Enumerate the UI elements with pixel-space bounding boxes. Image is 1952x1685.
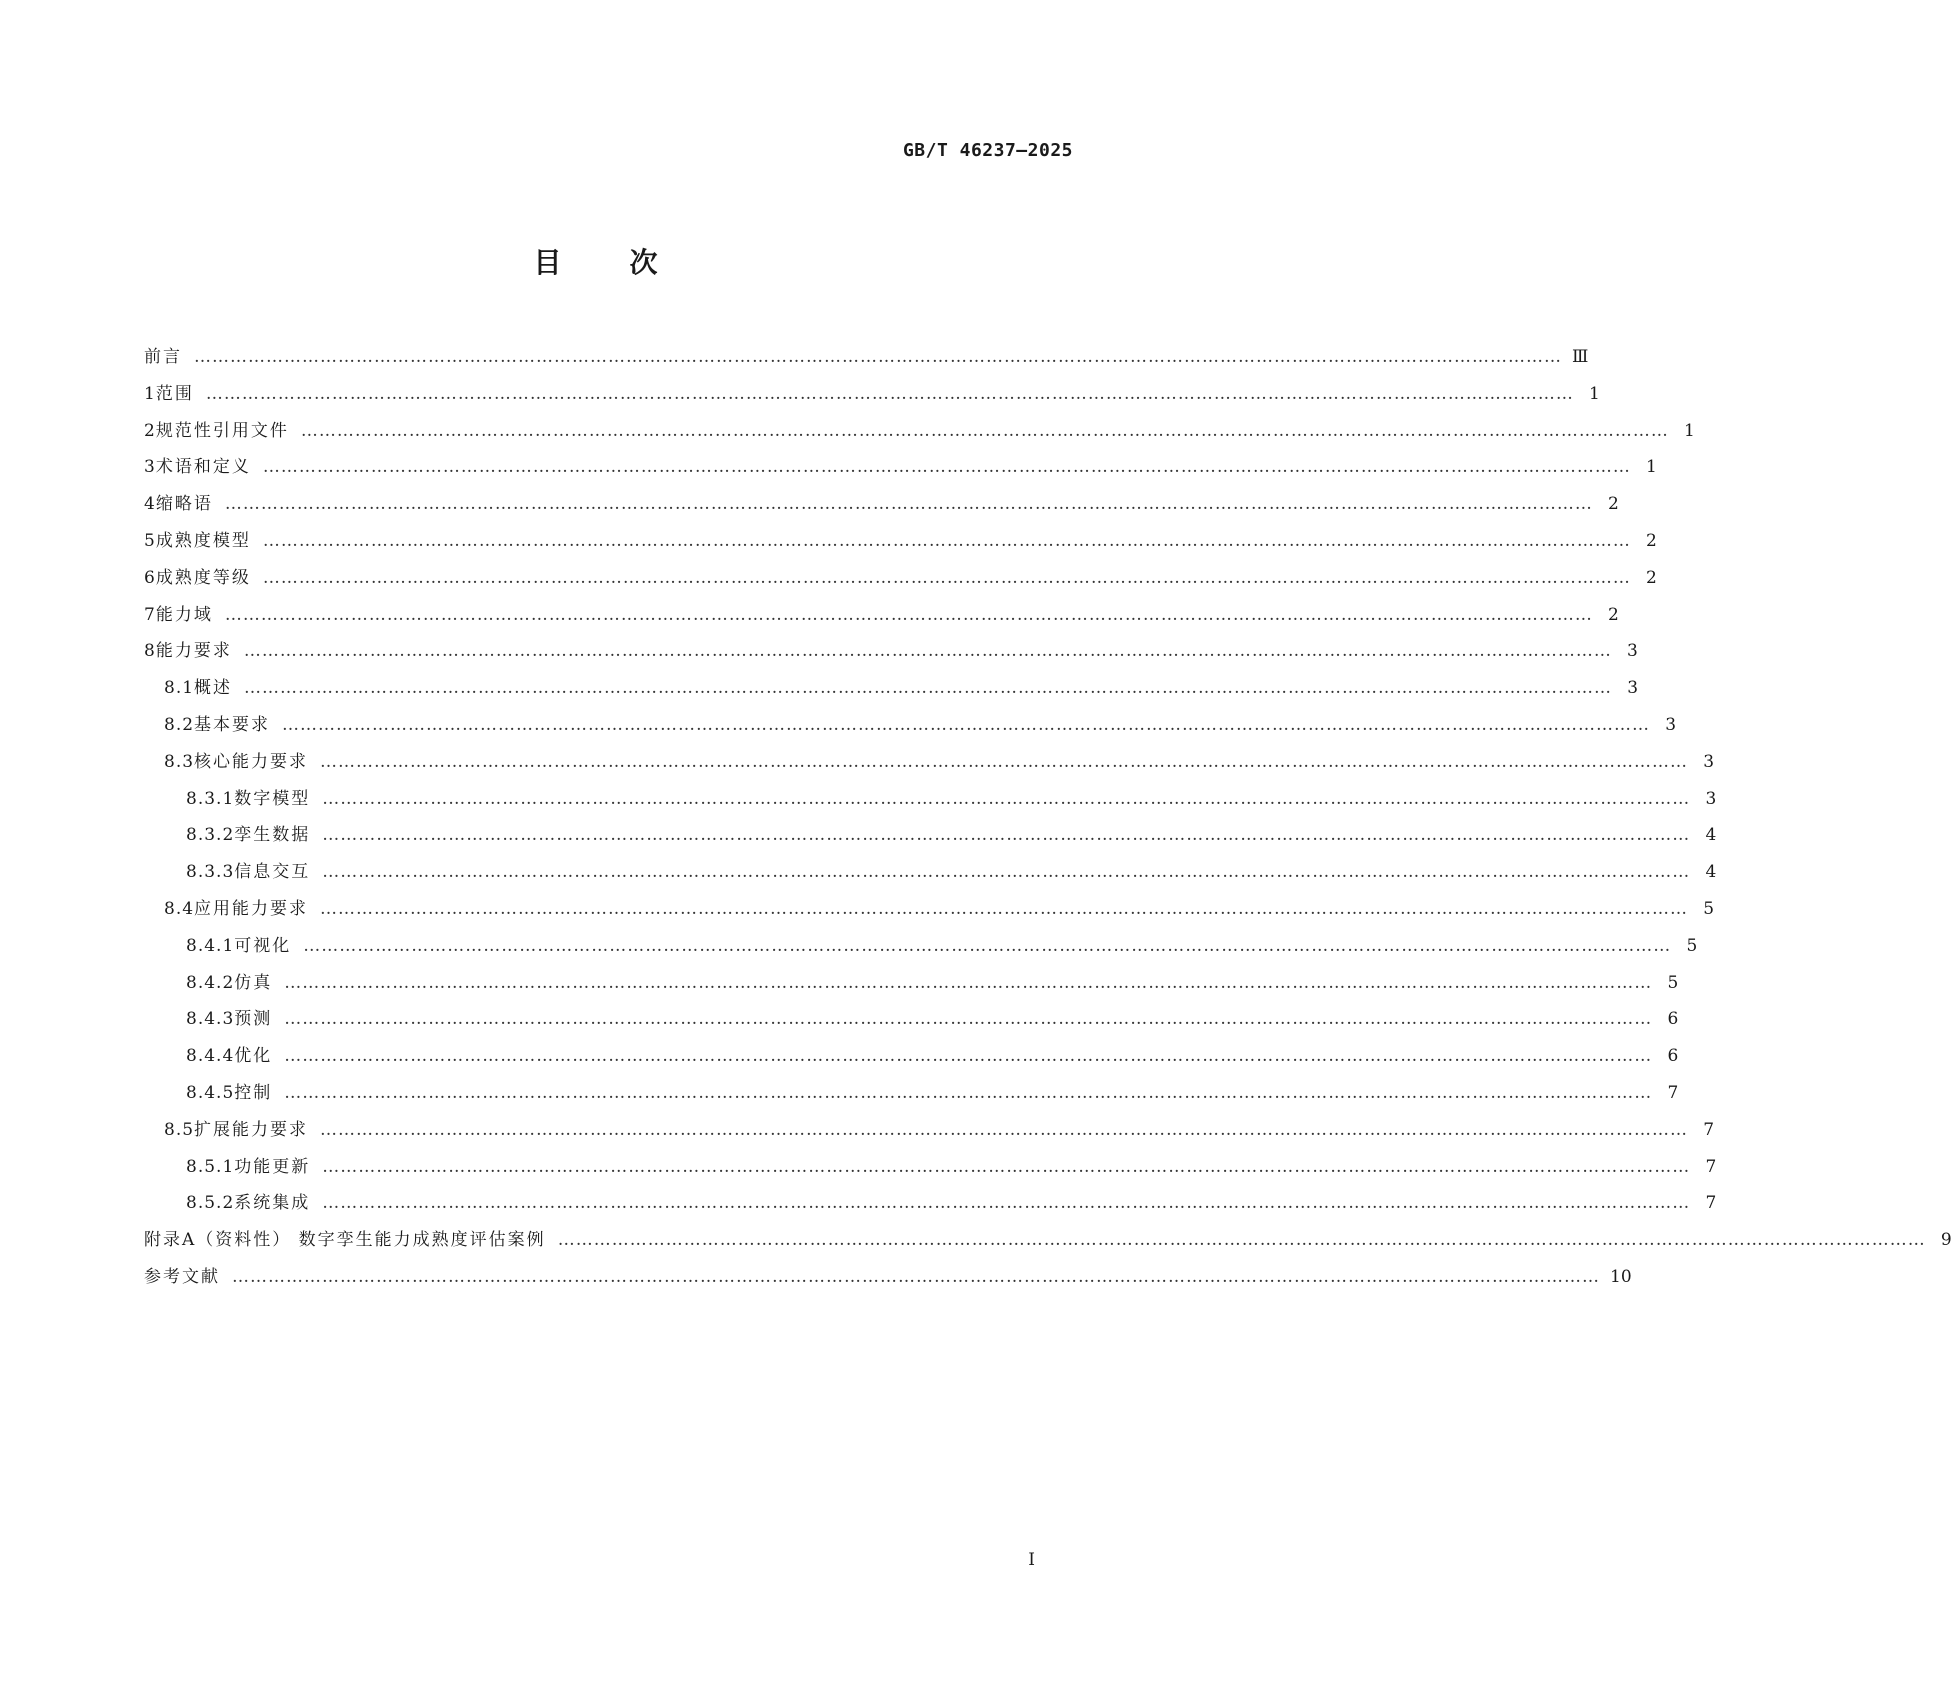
toc-entry-title: 数字模型: [234, 788, 311, 809]
toc-entry-page: 9: [1940, 1230, 1952, 1251]
toc-entry-title: 成熟度等级: [155, 567, 251, 588]
toc-entry-number: 8.5.1: [186, 1156, 235, 1177]
toc-entry-page: 6: [1667, 1009, 1679, 1030]
toc-entry-number: 5: [144, 530, 156, 551]
toc-entry[interactable]: [144, 600, 1619, 637]
toc-entry-title: 成熟度模型: [155, 530, 251, 551]
toc-entry-title: 孪生数据: [234, 825, 311, 846]
toc-leader-dots: …………………………………………………………………………………………………………………………………………………………………………………………………………: [320, 751, 1689, 772]
toc-entry-page: 5: [1667, 972, 1679, 993]
toc-entry-title: 缩略语: [155, 494, 213, 515]
toc-entry-page: 5: [1686, 935, 1698, 956]
toc-entry-title: 规范性引用文件: [155, 420, 289, 441]
toc-entry[interactable]: [144, 563, 1657, 600]
toc-entry-title: 系统集成: [234, 1193, 311, 1214]
toc-entry[interactable]: [144, 747, 1715, 784]
toc-entry[interactable]: [144, 1262, 1632, 1299]
toc-entry[interactable]: [144, 1078, 1679, 1115]
toc-entry-title: 能力要求: [155, 641, 232, 662]
toc-entry-title: 控制: [234, 1082, 273, 1103]
toc-leader-dots: …………………………………………………………………………………………………………………………………………………………………………………………………………: [284, 1046, 1653, 1067]
toc-entry-number: 7: [144, 604, 156, 625]
toc-entry[interactable]: [144, 636, 1638, 673]
toc-entry-title: 仿真: [234, 972, 273, 993]
toc-entry-title: 信息交互: [234, 862, 311, 883]
toc-entry-title: 核心能力要求: [194, 751, 309, 772]
toc-entry-title: 可视化: [234, 935, 292, 956]
toc-leader-dots: …………………………………………………………………………………………………………………………………………………………………………………………………………: [262, 530, 1631, 551]
toc-entry[interactable]: [144, 894, 1715, 931]
toc-leader-dots: …………………………………………………………………………………………………………………………………………………………………………………………………………: [284, 1082, 1653, 1103]
toc-entry[interactable]: [144, 416, 1695, 453]
toc-entry-page: 3: [1705, 788, 1717, 809]
toc-entry-page: 1: [1684, 420, 1695, 441]
toc-entry-number: 8.4.1: [186, 935, 235, 956]
toc-entry-page: 1: [1646, 457, 1657, 478]
toc-entry[interactable]: [144, 1225, 1952, 1262]
toc-leader-dots: …………………………………………………………………………………………………………………………………………………………………………………………………………: [322, 1156, 1691, 1177]
toc-leader-dots: …………………………………………………………………………………………………………………………………………………………………………………………………………: [232, 1266, 1600, 1287]
toc-entry-title: 预测: [234, 1009, 273, 1030]
toc-leader-dots: …………………………………………………………………………………………………………………………………………………………………………………………………………: [557, 1230, 1926, 1251]
toc-leader-dots: …………………………………………………………………………………………………………………………………………………………………………………………………………: [322, 825, 1691, 846]
toc-entry-title: 能力域: [155, 604, 213, 625]
toc-entry[interactable]: [144, 342, 1589, 379]
toc-entry-page: 7: [1705, 1193, 1717, 1214]
toc-entry-number: 8.4.4: [186, 1046, 235, 1067]
toc-entry-page: 7: [1667, 1082, 1679, 1103]
table-of-contents: [144, 342, 1952, 1299]
toc-leader-dots: …………………………………………………………………………………………………………………………………………………………………………………………………………: [244, 678, 1613, 699]
toc-entry-number: 8.3.2: [186, 825, 235, 846]
toc-entry-number: 8.4: [164, 898, 195, 919]
toc-entry-page: Ⅲ: [1572, 347, 1589, 367]
toc-leader-dots: …………………………………………………………………………………………………………………………………………………………………………………………………………: [320, 898, 1689, 919]
toc-entry-number: 8.4.5: [186, 1082, 235, 1103]
toc-entry[interactable]: [144, 857, 1717, 894]
toc-entry-page: 3: [1665, 714, 1677, 735]
toc-entry-title: 范围: [155, 383, 194, 404]
toc-entry-page: 4: [1705, 825, 1717, 846]
toc-leader-dots: …………………………………………………………………………………………………………………………………………………………………………………………………………: [262, 567, 1631, 588]
toc-entry-number: 8.5.2: [186, 1193, 235, 1214]
toc-leader-dots: …………………………………………………………………………………………………………………………………………………………………………………………………………: [262, 457, 1631, 478]
toc-entry[interactable]: [144, 1115, 1715, 1152]
toc-entry-number: 8.1: [164, 678, 195, 699]
toc-entry[interactable]: [144, 673, 1639, 710]
toc-entry[interactable]: [144, 489, 1619, 526]
toc-entry-number: 8.2: [164, 714, 195, 735]
toc-entry-page: 4: [1705, 862, 1717, 883]
toc-entry-title: 前言: [144, 347, 182, 367]
toc-entry[interactable]: [144, 1152, 1717, 1189]
toc-entry-page: 2: [1646, 530, 1657, 551]
toc-entry[interactable]: [144, 526, 1657, 563]
toc-entry-page: 3: [1703, 751, 1715, 772]
toc-entry-title: 附录A（资料性） 数字孪生能力成熟度评估案例: [144, 1230, 546, 1251]
toc-leader-dots: …………………………………………………………………………………………………………………………………………………………………………………………………………: [284, 1009, 1653, 1030]
toc-leader-dots: …………………………………………………………………………………………………………………………………………………………………………………………………………: [322, 788, 1691, 809]
toc-entry-number: 8.4.2: [186, 972, 235, 993]
toc-entry-page: 6: [1667, 1046, 1679, 1067]
toc-entry-number: 8: [144, 641, 156, 662]
toc-entry-number: 8.3: [164, 751, 195, 772]
toc-entry-title: 概述: [194, 678, 233, 699]
toc-entry-page: 7: [1705, 1156, 1717, 1177]
toc-entry-number: 8.3.1: [186, 788, 235, 809]
toc-entry-page: 2: [1646, 567, 1657, 588]
page-title: 目次: [533, 246, 726, 279]
toc-entry[interactable]: [144, 710, 1677, 747]
toc-leader-dots: …………………………………………………………………………………………………………………………………………………………………………………………………………: [282, 714, 1651, 735]
toc-entry-title: 术语和定义: [155, 457, 251, 478]
toc-leader-dots: …………………………………………………………………………………………………………………………………………………………………………………………………………: [300, 420, 1669, 441]
page-number: Ⅰ: [1028, 1550, 1035, 1570]
toc-entry-page: 1: [1589, 383, 1600, 404]
toc-entry-title: 功能更新: [234, 1156, 311, 1177]
toc-entry-title: 基本要求: [194, 714, 271, 735]
toc-entry-number: 2: [144, 420, 156, 441]
toc-entry[interactable]: [144, 931, 1698, 968]
toc-entry-page: 3: [1627, 641, 1638, 662]
toc-entry-number: 8.4.3: [186, 1009, 235, 1030]
toc-leader-dots: …………………………………………………………………………………………………………………………………………………………………………………………………………: [320, 1119, 1689, 1140]
toc-entry-number: 3: [144, 457, 156, 478]
toc-entry[interactable]: [144, 452, 1657, 489]
toc-entry-number: 8.5: [164, 1119, 195, 1140]
toc-entry-number: 6: [144, 567, 156, 588]
toc-entry[interactable]: [144, 1188, 1717, 1225]
toc-entry[interactable]: [144, 379, 1600, 416]
toc-entry-number: 8.3.3: [186, 862, 235, 883]
toc-leader-dots: …………………………………………………………………………………………………………………………………………………………………………………………………………: [224, 494, 1593, 515]
toc-leader-dots: …………………………………………………………………………………………………………………………………………………………………………………………………………: [322, 1193, 1691, 1214]
toc-entry-number: 1: [144, 383, 156, 404]
toc-entry-title: 应用能力要求: [194, 898, 309, 919]
toc-entry-page: 5: [1703, 898, 1715, 919]
toc-entry[interactable]: [144, 820, 1717, 857]
toc-entry-page: 10: [1610, 1266, 1632, 1287]
toc-entry[interactable]: [144, 1004, 1679, 1041]
toc-entry-number: 4: [144, 494, 156, 515]
toc-entry-page: 3: [1627, 678, 1639, 699]
toc-leader-dots: …………………………………………………………………………………………………………………………………………………………………………………………………………: [224, 604, 1593, 625]
toc-leader-dots: …………………………………………………………………………………………………………………………………………………………………………………………………………: [303, 935, 1672, 956]
toc-leader-dots: …………………………………………………………………………………………………………………………………………………………………………………………………………: [243, 641, 1612, 662]
toc-leader-dots: …………………………………………………………………………………………………………………………………………………………………………………………………………: [205, 383, 1574, 404]
toc-entry[interactable]: [144, 784, 1717, 821]
toc-entry-page: 2: [1608, 494, 1619, 515]
toc-entry-title: 扩展能力要求: [194, 1119, 309, 1140]
toc-entry-title: 参考文献: [144, 1266, 220, 1287]
toc-entry[interactable]: [144, 1041, 1679, 1078]
toc-entry-page: 2: [1608, 604, 1619, 625]
toc-entry[interactable]: [144, 968, 1679, 1005]
toc-entry-page: 7: [1703, 1119, 1715, 1140]
toc-entry-title: 优化: [234, 1046, 273, 1067]
document-code: GB/T 46237—2025: [902, 140, 1073, 161]
toc-leader-dots: …………………………………………………………………………………………………………………………………………………………………………………………………………: [322, 862, 1691, 883]
toc-leader-dots: …………………………………………………………………………………………………………………………………………………………………………………………………………: [284, 972, 1653, 993]
toc-leader-dots: …………………………………………………………………………………………………………………………………………………………………………………………………………: [194, 347, 1562, 367]
